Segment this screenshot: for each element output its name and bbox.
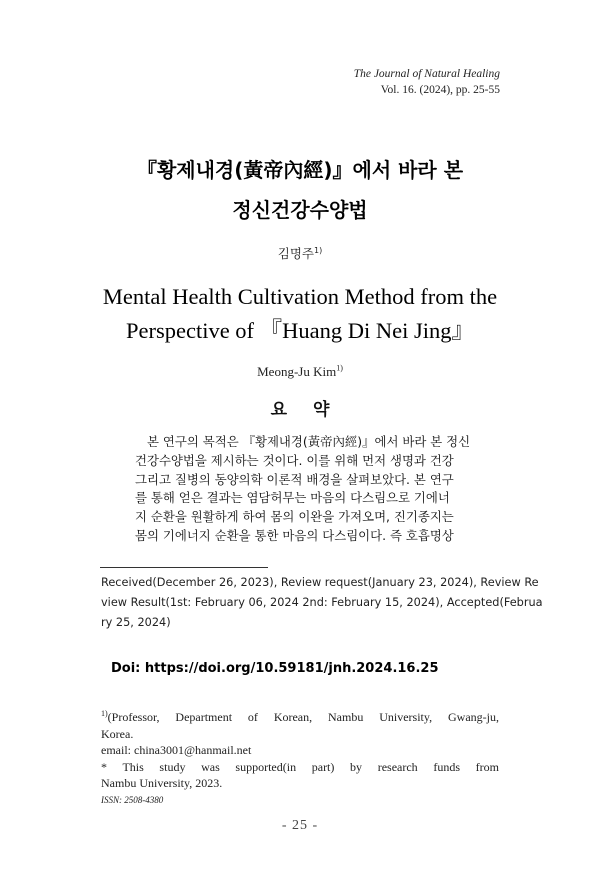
- korean-title: [0, 150, 600, 230]
- abstract-line: 건강수양법을 제시하는 것이다. 이를 위해 먼저 생명과 건강: [135, 452, 454, 468]
- journal-name: The Journal of Natural Healing: [353, 68, 500, 80]
- received-dates-note: [101, 573, 543, 633]
- english-title-line-2: Perspective of 『Huang Di Nei Jing』: [125, 318, 475, 343]
- korean-title-line-2: 정신건강수양법: [232, 198, 368, 222]
- page-number: - 25 -: [281, 818, 319, 833]
- korean-author-name: 김명주: [277, 246, 314, 261]
- abstract-line: 를 통해 얻은 결과는 염담허무는 마음의 다스림으로 기에너: [135, 490, 450, 506]
- affiliation-line: Korea.: [101, 726, 134, 741]
- affiliation-line: $^{1)}$(Professor, Department of Korean, Nambu University, Gwang-ju,: [101, 709, 499, 724]
- journal-header: [354, 66, 500, 98]
- abstract-line: 본 연구의 목적은 『황제내경(黃帝內經)』에서 바라 본 정신: [147, 434, 471, 449]
- received-line: ry 25, 2024): [101, 616, 171, 629]
- received-line: Received(December 26, 2023), Review request(January 23, 2024), Review Re: [101, 576, 539, 589]
- affiliation-footnote-mark: 1): [101, 709, 108, 718]
- abstract-heading: 요 약: [270, 400, 340, 420]
- doi-link[interactable]: Doi: https://doi.org/10.59181/jnh.2024.16.25: [111, 661, 439, 676]
- abstract-body: [135, 433, 478, 546]
- footnote-divider: [100, 567, 268, 568]
- author-email: email: china3001@hanmail.net: [101, 743, 252, 757]
- english-author: [0, 364, 600, 380]
- english-title: [0, 280, 600, 348]
- abstract-line: 몸의 기에너지 순환을 통한 마음의 다스림이다. 즉 호흡명상: [135, 527, 454, 543]
- funding-note: * This study was supported(in part) by research funds from: [101, 759, 499, 774]
- abstract-line: 그리고 질병의 동양의학 이론적 배경을 살펴보았다. 본 연구: [135, 471, 454, 487]
- korean-author: [0, 244, 600, 262]
- journal-volume: Vol. 16. (2024), pp. 25-55: [380, 84, 500, 96]
- abstract-line: 지 순환을 원활하게 하여 몸의 이완을 가져오며, 진기종지는: [135, 509, 454, 525]
- korean-author-footnote-mark: 1): [314, 245, 323, 255]
- issn: ISSN: 2508-4380: [101, 795, 164, 805]
- english-author-name: Meong-Ju Kim: [257, 364, 337, 379]
- english-author-footnote-mark: 1): [336, 363, 343, 373]
- funding-note-continued: Nambu University, 2023.: [101, 776, 223, 790]
- english-title-line-1: Mental Health Cultivation Method from the: [102, 284, 498, 309]
- received-line: view Result(1st: February 06, 2024 2nd: February 15, 2024), Accepted(Februa: [101, 596, 543, 609]
- author-affiliation: [101, 709, 499, 792]
- korean-title-line-1: 『황제내경(黃帝內經)』에서 바라 본: [136, 158, 464, 182]
